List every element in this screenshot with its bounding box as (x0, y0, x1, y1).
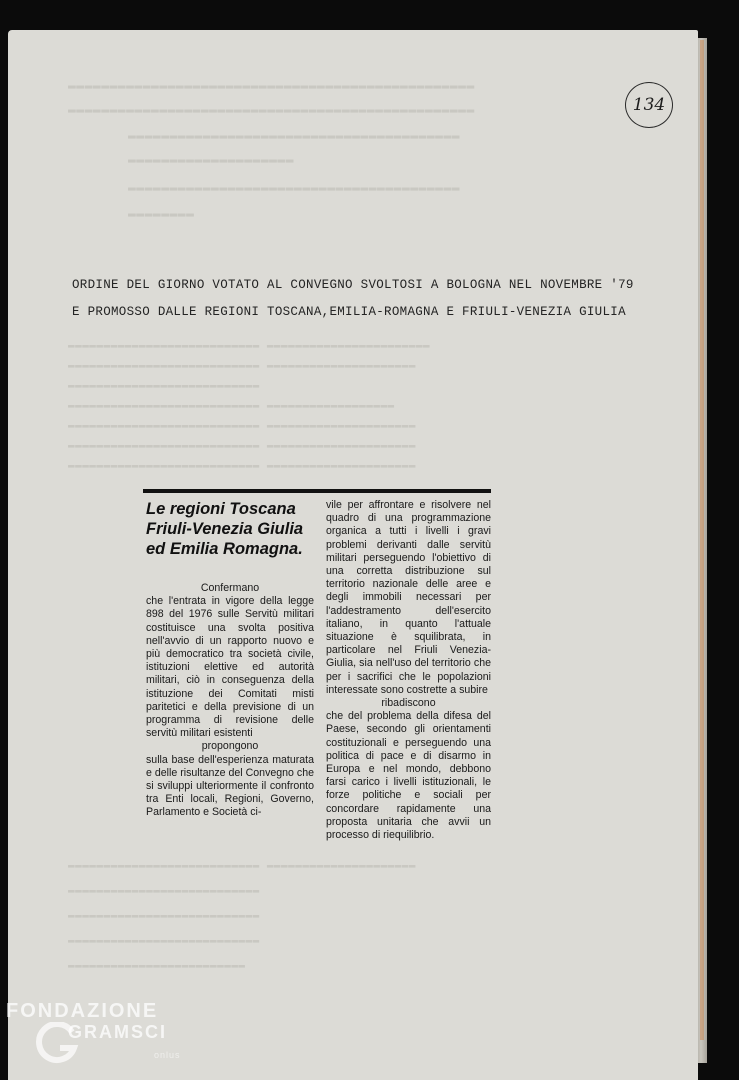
watermark-suffix: onlus (154, 1050, 181, 1060)
article-top-rule (143, 489, 491, 493)
confermano-label: Confermano (200, 582, 260, 594)
bleed-through-text: ▬▬▬▬▬▬▬▬▬▬▬▬▬▬▬▬▬▬▬▬ (128, 152, 295, 167)
right-paragraph-1: vile per affrontare e risolvere nel quadro di una programmazione organica a tutti i livelli i gravi problemi derivanti dalle servitù militari perseguendo l'obiettivo di una corretta distribuzione sul territorio nazionale delle aree e degli immobili necessari per l'addestramento dell'esercito italiano, in quanto l'attuale situazione è squilibrata, in particolare nel Friuli Venezia-Giulia, sia nell'uso del territorio che per i sacrifici che le popolazioni interessate sono costrette a subire (326, 499, 491, 696)
article-title: Le regioni Toscana Friuli-Venezia Giulia ed Emilia Romagna. (146, 500, 304, 558)
bleed-through-text: ▬▬▬▬▬▬▬▬ (128, 206, 195, 221)
left-paragraph-1: che l'entrata in vigore della legge 898 del 1976 sulle Servitù militari costituisce una svolta positiva nell'avvio di un rapporto nuovo e più democratico tra società civile, istituzioni elettive ed autorità militari, ciò in conseguenza della istituzione dei Comitati misti paritetici e della previsione di un programma di revisione delle servitù militari esistenti (146, 595, 314, 740)
bleed-through-text: ▬▬▬▬▬▬▬▬▬▬▬▬▬▬▬▬▬▬▬▬▬▬▬▬▬▬▬ (68, 935, 260, 947)
page-edge-tint (700, 40, 704, 1040)
heading-line-1: ORDINE DEL GIORNO VOTATO AL CONVEGNO SVOLTOSI A BOLOGNA NEL NOVEMBRE '79 (72, 278, 634, 292)
bleed-through-text: ▬▬▬▬▬▬▬▬▬▬▬▬▬▬▬▬▬▬▬▬▬▬▬▬▬▬▬ ▬▬▬▬▬▬▬▬▬▬▬▬▬▬▬▬▬▬▬▬▬ (68, 360, 416, 372)
bleed-through-text: ▬▬▬▬▬▬▬▬▬▬▬▬▬▬▬▬▬▬▬▬▬▬▬▬▬▬▬▬▬▬▬▬▬▬▬▬▬▬▬▬▬▬▬▬▬▬▬▬▬ (68, 78, 475, 93)
bleed-through-text: ▬▬▬▬▬▬▬▬▬▬▬▬▬▬▬▬▬▬▬▬▬▬▬▬▬ (68, 960, 246, 972)
watermark-line-2: GRAMSCI (68, 1022, 167, 1042)
bleed-through-text: ▬▬▬▬▬▬▬▬▬▬▬▬▬▬▬▬▬▬▬▬▬▬▬▬▬▬▬▬▬▬▬▬▬▬▬▬▬▬▬▬ (128, 128, 461, 143)
heading-line-2: E PROMOSSO DALLE REGIONI TOSCANA,EMILIA-ROMAGNA E FRIULI-VENEZIA GIULIA (72, 305, 626, 319)
bleed-through-text: ▬▬▬▬▬▬▬▬▬▬▬▬▬▬▬▬▬▬▬▬▬▬▬▬▬▬▬▬▬▬▬▬▬▬▬▬▬▬▬▬ (128, 180, 461, 195)
bleed-through-text: ▬▬▬▬▬▬▬▬▬▬▬▬▬▬▬▬▬▬▬▬▬▬▬▬▬▬▬ ▬▬▬▬▬▬▬▬▬▬▬▬▬▬▬▬▬▬▬▬▬ (68, 420, 416, 432)
bleed-through-text: ▬▬▬▬▬▬▬▬▬▬▬▬▬▬▬▬▬▬▬▬▬▬▬▬▬▬▬ (68, 885, 260, 897)
article-right-column (326, 499, 491, 842)
bleed-through-text: ▬▬▬▬▬▬▬▬▬▬▬▬▬▬▬▬▬▬▬▬▬▬▬▬▬▬▬ ▬▬▬▬▬▬▬▬▬▬▬▬▬▬▬▬▬▬▬▬▬▬▬ (68, 340, 431, 352)
ribadiscono-label: ribadiscono (381, 697, 436, 710)
bleed-through-text: ▬▬▬▬▬▬▬▬▬▬▬▬▬▬▬▬▬▬▬▬▬▬▬▬▬▬▬ ▬▬▬▬▬▬▬▬▬▬▬▬▬▬▬▬▬▬▬▬▬ (68, 440, 416, 452)
bleed-through-text: ▬▬▬▬▬▬▬▬▬▬▬▬▬▬▬▬▬▬▬▬▬▬▬▬▬▬▬▬▬▬▬▬▬▬▬▬▬▬▬▬▬▬▬▬▬▬▬▬▬ (68, 102, 475, 117)
bleed-through-text: ▬▬▬▬▬▬▬▬▬▬▬▬▬▬▬▬▬▬▬▬▬▬▬▬▬▬▬ ▬▬▬▬▬▬▬▬▬▬▬▬▬▬▬▬▬▬▬▬▬ (68, 460, 416, 472)
bleed-through-text: ▬▬▬▬▬▬▬▬▬▬▬▬▬▬▬▬▬▬▬▬▬▬▬▬▬▬▬ ▬▬▬▬▬▬▬▬▬▬▬▬▬▬▬▬▬▬ (68, 400, 395, 412)
watermark-line-1: FONDAZIONE (6, 1000, 159, 1022)
bleed-through-text: ▬▬▬▬▬▬▬▬▬▬▬▬▬▬▬▬▬▬▬▬▬▬▬▬▬▬▬ (68, 380, 260, 392)
bleed-through-text: ▬▬▬▬▬▬▬▬▬▬▬▬▬▬▬▬▬▬▬▬▬▬▬▬▬▬▬ (68, 910, 260, 922)
article-left-column (146, 582, 314, 820)
page-number: 134 (625, 82, 673, 128)
right-paragraph-2: che del problema della difesa del Paese, secondo gli orientamenti costituzionali e perseguendo una politica di pace e di disarmo in Europa e nel mondo, debbono farsi carico i livelli istituzionali, le forze politiche e sociali per concordare rapidamente una proposta unitaria che avvii un processo di riequilibrio. (326, 710, 491, 842)
propongono-label: propongono (201, 740, 259, 753)
left-paragraph-2: sulla base dell'esperienza maturata e delle risultanze del Convegno che si sviluppi ulteriormente il confronto tra Enti locali, Regioni, Governo, Parlamento e Società ci- (146, 753, 314, 819)
fondazione-gramsci-watermark (6, 1000, 181, 1060)
bleed-through-text: ▬▬▬▬▬▬▬▬▬▬▬▬▬▬▬▬▬▬▬▬▬▬▬▬▬▬▬ ▬▬▬▬▬▬▬▬▬▬▬▬▬▬▬▬▬▬▬▬▬ (68, 860, 416, 872)
